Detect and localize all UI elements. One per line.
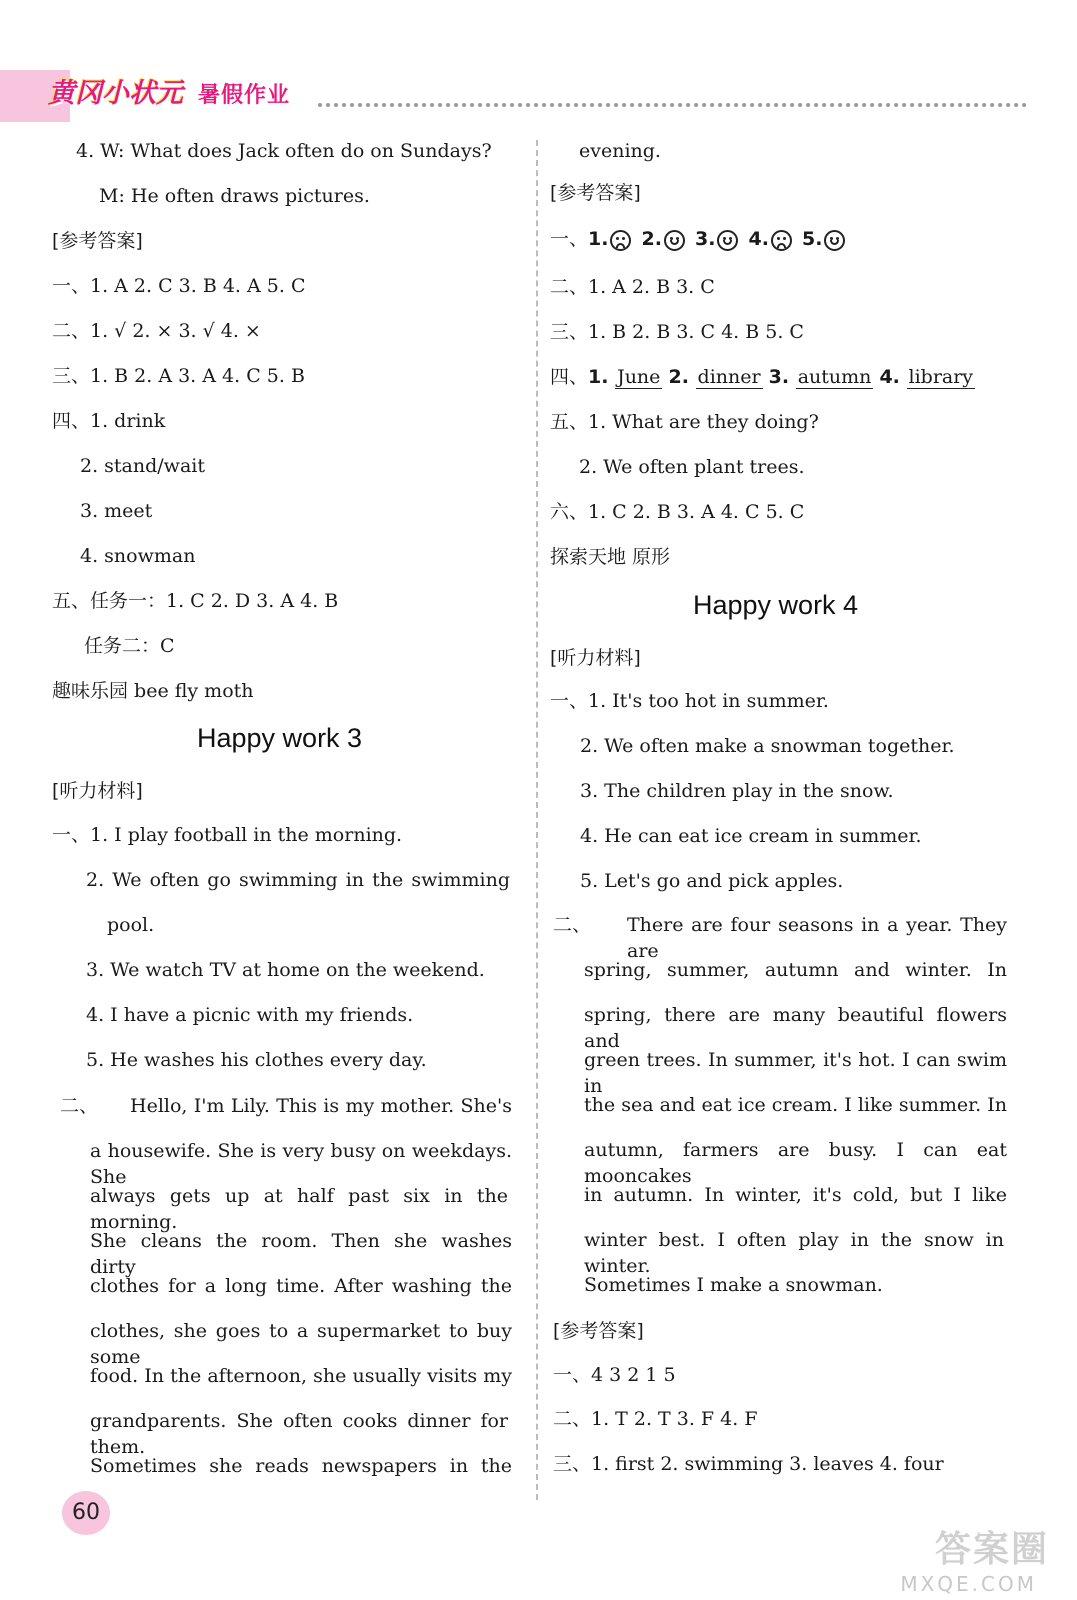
answer-row-5-1: 五、任务一：1. C 2. D 3. A 4. B [52,590,339,612]
passage-line-7: food. In the afternoon, she usually visits my [90,1365,512,1387]
faces-prefix: 一、 [550,228,589,250]
listening-3: 3. We watch TV at home on the weekend. [86,959,485,981]
face-number: 5. [802,228,823,250]
passage-line-3: spring, there are many beautiful flowers and [584,1004,1007,1052]
listening-2a: 2. We often go swimming in the swimming [86,869,510,891]
listening-4: 4. He can eat ice cream in summer. [580,825,922,847]
word-number: 2. [668,366,696,388]
face-number: 3. [695,228,716,250]
happy-face-icon [664,230,685,251]
answer-row-2: 二、1. A 2. B 3. C [550,276,715,298]
answer-row-2: 二、1. √ 2. × 3. √ 4. × [52,320,261,342]
book-subtitle: 暑假作业 [198,83,291,108]
sad-face-icon [771,230,792,251]
listening-5: 5. Let's go and pick apples. [580,870,844,892]
listening-4: 4. I have a picnic with my friends. [86,1004,414,1026]
answer-row-5-2: 任务二：C [84,635,175,657]
row4-prefix: 四、 [550,366,589,388]
word-number: 4. [879,366,907,388]
listening-5: 5. He washes his clothes every day. [86,1049,427,1071]
answer-key-label-2: [参考答案] [553,1320,644,1342]
word-number: 3. [768,366,796,388]
passage-line-9: Sometimes I make a snowman. [584,1274,883,1296]
passage-line-1: There are four seasons in a year. They are [627,914,1007,962]
underlined-word: autumn [797,366,872,388]
answer-row-5-1: 五、1. What are they doing? [550,411,819,433]
answer-row-5-2: 2. We often plant trees. [579,456,805,478]
passage-line-8: winter best. I often play in the snow in winter. [584,1229,1004,1277]
answer-row-4 [550,364,975,390]
face-number: 1. [588,228,609,250]
dialog-answer: M: He often draws pictures. [99,185,370,207]
listening-3: 3. The children play in the snow. [580,780,894,802]
passage-line-7: in autumn. In winter, it's cold, but I like [584,1184,1007,1206]
underlined-word: dinner [697,366,761,388]
explore-zone: 探索天地 原形 [550,546,671,568]
section-title-hw4: Happy work 4 [693,590,859,620]
fun-zone: 趣味乐园 bee fly moth [52,680,254,702]
listening-1: 一、1. It's too hot in summer. [550,690,829,712]
watermark-logo: 答案圈 [934,1529,1049,1570]
passage-line-3: always gets up at half past six in the morning. [90,1185,508,1233]
answer-order: 一、4 3 2 1 5 [553,1364,676,1386]
answer-row-1: 一、1. A 2. C 3. B 4. A 5. C [52,275,306,297]
answer-row-3: 三、1. B 2. B 3. C 4. B 5. C [550,321,804,343]
underlined-word: June [617,366,661,388]
answer-row-3: 三、1. B 2. A 3. A 4. C 5. B [52,365,305,387]
passage-line-4: She cleans the room. Then she washes dirty [90,1230,512,1278]
listening-2: 2. We often make a snowman together. [580,735,955,757]
face-number: 2. [641,228,662,250]
continued-word: evening. [579,140,661,162]
brand-logo: 黄冈小状元 [48,78,183,109]
passage-line-5: clothes for a long time. After washing the [90,1275,512,1297]
passage-label: 二、 [60,1095,99,1117]
happy-face-icon [717,230,738,251]
watermark-url: MXQE.COM [900,1572,1037,1596]
page-number: 60 [62,1491,110,1535]
listening-2b: pool. [107,914,155,936]
happy-face-icon [824,230,845,251]
face-number: 4. [748,228,769,250]
underlined-word: library [908,366,974,388]
listening-label: [听力材料] [550,647,641,669]
answer-words: 三、1. first 2. swimming 3. leaves 4. four [553,1453,944,1475]
passage-line-4: green trees. In summer, it's hot. I can swim in [584,1049,1007,1097]
listening-label: [听力材料] [52,780,143,802]
passage-line-6: clothes, she goes to a supermarket to buy some [90,1320,512,1368]
sad-face-icon [610,230,631,251]
header-dotted-rule [318,103,1027,107]
passage-line-2: a housewife. She is very busy on weekdays. She [90,1140,512,1188]
listening-1: 一、1. I play football in the morning. [52,824,403,846]
passage-line-6: autumn, farmers are busy. I can eat mooncakes [584,1139,1007,1187]
passage-line-8: grandparents. She often cooks dinner for them. [90,1410,508,1458]
answer-key-label: [参考答案] [550,182,641,204]
passage-line-5: the sea and eat ice cream. I like summer. In [584,1094,1007,1116]
section-title-hw3: Happy work 3 [197,723,363,753]
answer-row-4-4: 4. snowman [80,545,196,567]
answer-key-label: [参考答案] [52,230,143,252]
passage-line-1: Hello, I'm Lily. This is my mother. She's [130,1095,512,1117]
passage-line-9: Sometimes she reads newspapers in the [90,1455,512,1477]
answer-row-6: 六、1. C 2. B 3. A 4. C 5. C [550,501,805,523]
dialog-question: 4. W: What does Jack often do on Sundays? [76,140,492,162]
column-divider [536,140,538,1500]
underlined-words [588,366,975,389]
answer-row-4-2: 2. stand/wait [80,455,205,477]
faces-list [588,228,849,250]
faces-row [550,226,849,252]
answer-row-4-3: 3. meet [80,500,153,522]
page-header [0,60,1077,132]
passage-line-2: spring, summer, autumn and winter. In [584,959,1007,981]
answer-row-4-1: 四、1. drink [52,410,166,432]
passage-label: 二、 [553,914,592,936]
word-number: 1. [588,366,616,388]
answer-tf: 二、1. T 2. T 3. F 4. F [553,1408,758,1430]
